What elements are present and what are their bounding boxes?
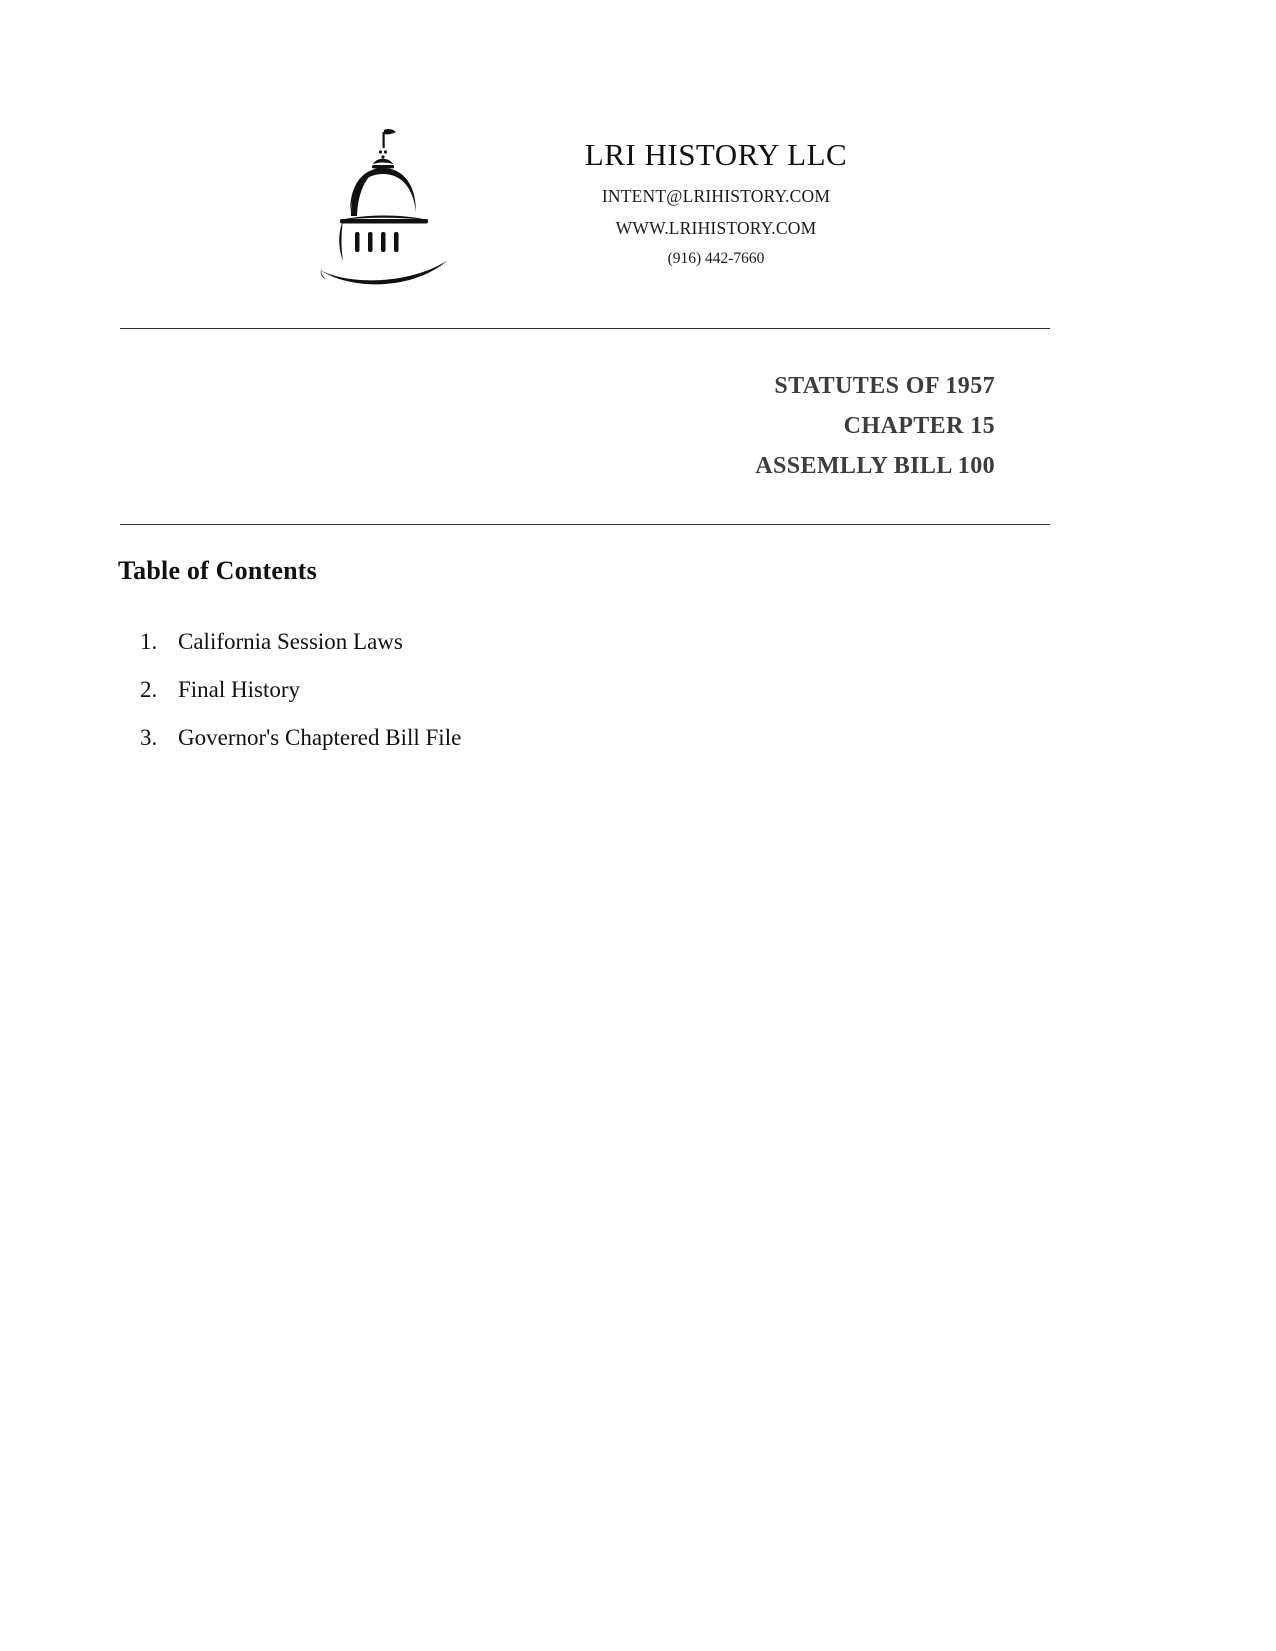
list-item-number: 3. [140,725,158,750]
list-item-label: California Session Laws [178,629,403,654]
chapter-line: CHAPTER 15 [843,413,995,439]
list-item-number: 2. [140,677,158,702]
list-item [140,714,840,762]
divider-bottom [120,524,1050,525]
bill-line: ASSEMLLY BILL 100 [755,453,995,479]
list-item [140,618,840,666]
company-email: INTENT@LRIHISTORY.COM [601,186,831,207]
capitol-dome-icon [310,120,460,290]
table-of-contents-list [140,618,840,762]
title-block [120,366,995,486]
company-phone: (916) 442-7660 [667,250,765,268]
letterhead [0,118,1276,288]
divider-top [120,328,1050,329]
statutes-line: STATUTES OF 1957 [774,373,995,399]
list-item-label: Final History [178,677,301,702]
company-website: WWW.LRIHISTORY.COM [615,217,817,238]
list-item-label: Governor's Chaptered Bill File [178,725,462,750]
table-of-contents-heading: Table of Contents [118,556,317,585]
company-name: LRI HISTORY LLC [584,137,848,172]
list-item [140,666,840,714]
brand-block [506,118,926,267]
list-item-number: 1. [140,629,158,654]
